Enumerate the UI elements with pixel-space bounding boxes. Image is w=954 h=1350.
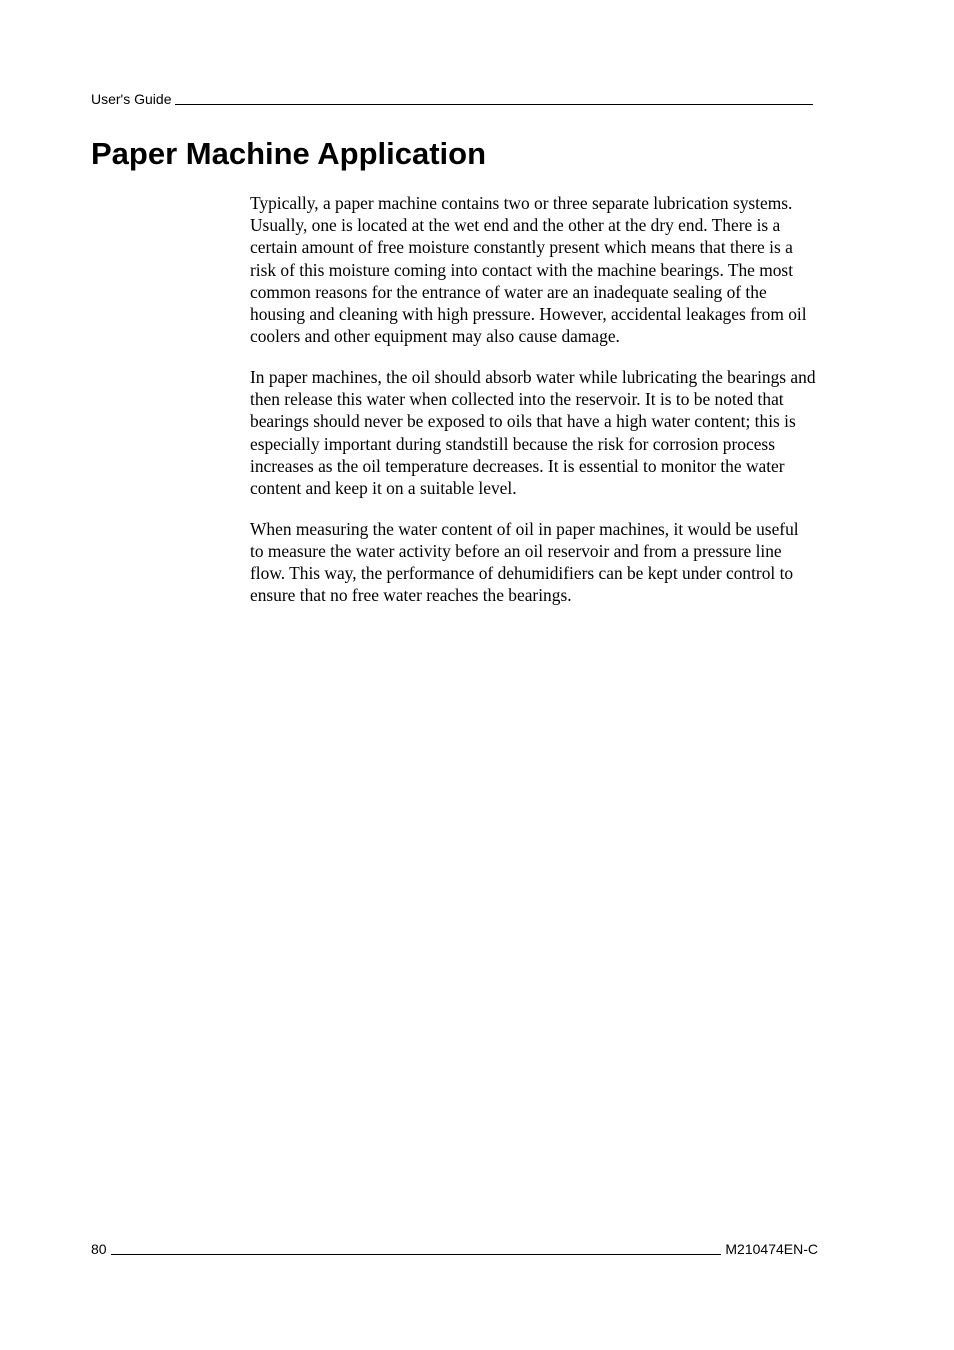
footer-rule (111, 1254, 722, 1255)
page-number: 80 (91, 1241, 107, 1257)
header-guide-label: User's Guide (91, 91, 172, 107)
document-code: M210474EN-C (725, 1241, 818, 1257)
paragraph-2: In paper machines, the oil should absorb water while lubricating the bearings and then release this water when collected into the reservoir. It is to be noted that bearings should never be exposed to oils that have a high water content; this is especially important during standstill because the risk for corrosion process increases as the oil temperature decreases. It is essential to monitor the water content and keep it on a suitable level. (250, 366, 816, 498)
paragraph-3: When measuring the water content of oil in paper machines, it would be useful to measure the water activity before an oil reservoir and from a pressure line flow. This way, the performance of dehumidifiers can be kept under control to ensure that no free water reaches the bearings. (250, 518, 799, 606)
paragraph-1: Typically, a paper machine contains two or three separate lubrication systems. Usually, one is located at the wet end and the other at the dry end. There is a certain amount of free moisture constantly present which means that there is a risk of this moisture coming into contact with the machine bearings. The most common reasons for the entrance of water are an inadequate sealing of the housing and cleaning with high pressure. However, accidental leakages from oil coolers and other equipment may also cause damage. (250, 193, 807, 347)
page-footer (91, 1240, 818, 1258)
page-header (91, 90, 813, 108)
body-text (250, 192, 816, 625)
page-title: Paper Machine Application (91, 136, 487, 171)
header-rule (175, 104, 813, 105)
